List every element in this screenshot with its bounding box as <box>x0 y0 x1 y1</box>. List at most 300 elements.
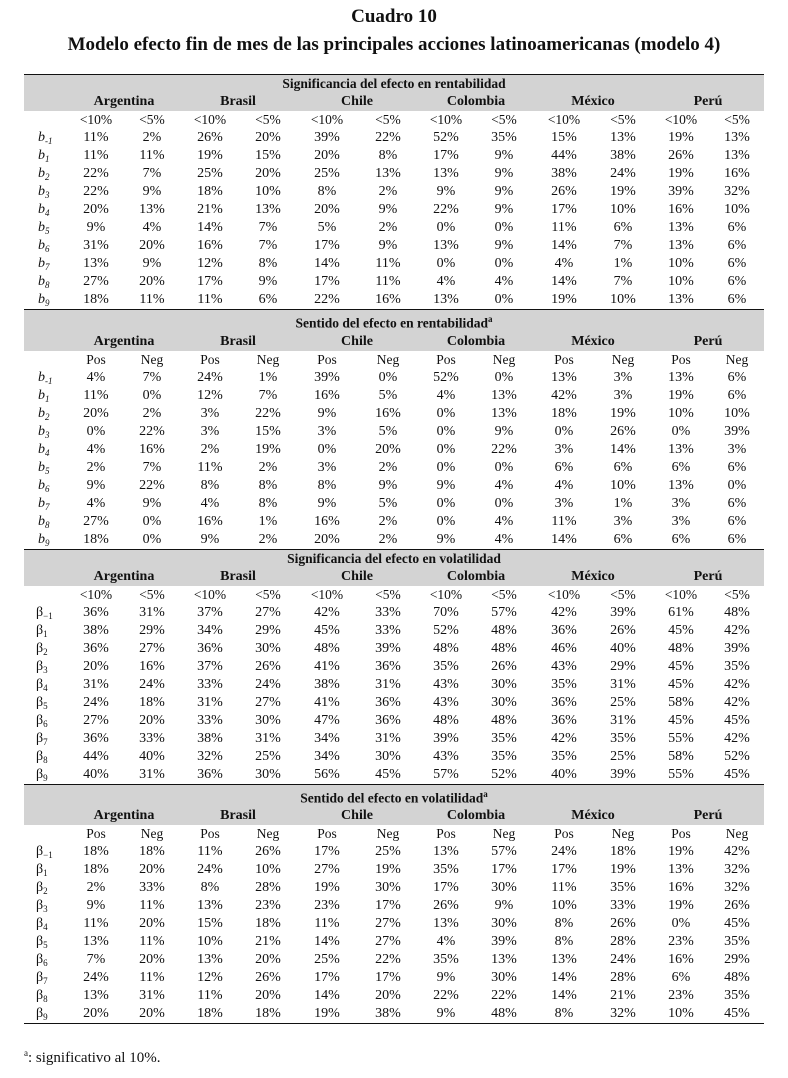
value-cell: 13% <box>668 441 694 457</box>
value-cell: 42% <box>724 622 750 638</box>
value-cell: 0% <box>86 423 106 439</box>
table-row <box>24 658 764 676</box>
value-cell: 14% <box>551 531 577 547</box>
value-cell: 10% <box>668 405 694 421</box>
value-cell: 15% <box>551 130 577 145</box>
value-cell: 33% <box>197 712 223 728</box>
value-cell: 11% <box>139 934 165 949</box>
value-cell: 18% <box>255 916 281 931</box>
value-cell: 40% <box>139 748 165 764</box>
coefficient-label <box>24 748 68 766</box>
value-cell: 22% <box>83 184 109 199</box>
value-cell: 6% <box>554 459 574 475</box>
value-cell: 2% <box>86 459 106 475</box>
value-cell: 8% <box>200 477 220 493</box>
value-cell: 13% <box>83 934 109 949</box>
coefficient-symbol: β <box>36 604 44 620</box>
subheader-cell: Pos <box>554 826 574 841</box>
value-cell: 4% <box>494 477 514 493</box>
value-cell: 12% <box>197 970 223 985</box>
value-cell: 8% <box>258 477 278 493</box>
value-cell: 30% <box>491 970 517 985</box>
value-cell: 25% <box>255 748 281 764</box>
value-cell: 10% <box>610 292 636 307</box>
coefficient-label <box>24 459 68 477</box>
corner-cell <box>24 333 68 351</box>
value-cell: 0% <box>436 459 456 475</box>
corner-cell <box>24 93 68 111</box>
value-cell: 4% <box>86 441 106 457</box>
value-cell: 48% <box>433 712 459 728</box>
value-cell: 19% <box>668 898 694 913</box>
coefficient-symbol: β <box>36 766 44 782</box>
table-row <box>24 255 764 273</box>
value-cell: 21% <box>255 934 281 949</box>
country-header: Brasil <box>180 807 296 825</box>
coefficient-label <box>24 387 68 405</box>
value-cell: 26% <box>197 130 223 145</box>
value-cell: 45% <box>724 766 750 782</box>
value-cell: 13% <box>668 369 694 385</box>
value-cell: 10% <box>652 1005 710 1024</box>
value-cell: 11% <box>375 274 401 289</box>
value-cell: 22% <box>139 423 165 439</box>
coefficient-symbol: β <box>36 934 44 949</box>
value-cell: 4% <box>494 513 514 529</box>
value-cell: 39% <box>491 934 517 949</box>
value-cell: 9% <box>86 898 106 913</box>
footnote <box>24 1048 160 1067</box>
value-cell: 43% <box>433 694 459 710</box>
value-cell: 32% <box>724 880 750 895</box>
value-cell: 7% <box>258 220 278 235</box>
value-cell: 24% <box>83 970 109 985</box>
coefficient-symbol: β <box>36 640 44 656</box>
table-row <box>24 879 764 897</box>
value-cell: 0% <box>494 256 514 271</box>
value-cell: 13% <box>551 952 577 967</box>
value-cell: 27% <box>375 934 401 949</box>
coefficient-label <box>24 933 68 951</box>
coefficient-symbol: b <box>38 531 45 547</box>
value-cell: 70% <box>433 604 459 620</box>
value-cell: 36% <box>197 766 223 782</box>
value-cell: 25% <box>314 952 340 967</box>
value-cell: 39% <box>668 184 694 199</box>
value-cell: 32% <box>724 862 750 877</box>
country-header: Argentina <box>68 93 180 111</box>
value-cell: 27% <box>83 274 109 289</box>
value-cell: 38% <box>610 148 636 163</box>
value-cell: 18% <box>240 1005 296 1024</box>
value-cell: 28% <box>610 970 636 985</box>
subheader-cell: <10% <box>310 112 344 127</box>
value-cell: 48% <box>491 712 517 728</box>
value-cell: 0% <box>142 387 162 403</box>
value-cell: 39% <box>724 640 750 656</box>
coefficient-label <box>24 477 68 495</box>
subheader-cell: Pos <box>200 826 220 841</box>
value-cell: 3% <box>200 405 220 421</box>
coefficient-index: 4 <box>43 682 48 693</box>
value-cell: 18% <box>83 844 109 859</box>
subheader-cell: Pos <box>86 351 106 367</box>
value-cell: 0% <box>671 916 691 931</box>
value-cell: 26% <box>433 898 459 913</box>
country-header: Colombia <box>418 807 534 825</box>
subheader-cell: <5% <box>255 586 281 602</box>
value-cell: 31% <box>375 676 401 692</box>
value-cell: 27% <box>83 513 109 529</box>
value-cell: 6% <box>671 970 691 985</box>
value-cell: 11% <box>139 970 165 985</box>
value-cell: 24% <box>551 844 577 859</box>
value-cell: 3% <box>554 441 574 457</box>
value-cell: 30% <box>491 676 517 692</box>
subheader-cell: Pos <box>86 826 106 841</box>
corner-cell <box>24 351 68 369</box>
value-cell: 10% <box>668 274 694 289</box>
subheader-cell: Pos <box>317 351 337 367</box>
coefficient-label <box>24 604 68 622</box>
value-cell: 20% <box>139 916 165 931</box>
value-cell: 7% <box>142 369 162 385</box>
value-cell: 6% <box>727 387 747 403</box>
value-cell: 14% <box>610 441 636 457</box>
table-title: Modelo efecto fin de mes de las principales acciones latinoamericanas (modelo 4) <box>67 34 721 55</box>
value-cell: 17% <box>491 862 517 877</box>
value-cell: 18% <box>139 844 165 859</box>
coefficient-label <box>24 879 68 897</box>
value-cell: 6% <box>727 531 747 547</box>
section-title <box>24 310 764 333</box>
subheader-cell: <10% <box>193 112 227 127</box>
value-cell: 7% <box>613 274 633 289</box>
value-cell: 26% <box>551 184 577 199</box>
value-cell: 18% <box>139 694 165 710</box>
section-title-text: Sentido del efecto en volatilidad <box>300 790 484 805</box>
value-cell: 11% <box>314 916 340 931</box>
value-cell: 4% <box>142 220 162 235</box>
value-cell: 2% <box>378 220 398 235</box>
value-cell: 17% <box>551 862 577 877</box>
value-cell: 15% <box>197 916 223 931</box>
value-cell: 6% <box>727 292 747 307</box>
value-cell: 25% <box>610 694 636 710</box>
value-cell: 43% <box>433 676 459 692</box>
value-cell: 13% <box>83 256 109 271</box>
value-cell: 17% <box>314 274 340 289</box>
value-cell: 31% <box>610 712 636 728</box>
value-cell: 8% <box>554 916 574 931</box>
table-row <box>24 676 764 694</box>
value-cell: 16% <box>139 441 165 457</box>
value-cell: 34% <box>197 622 223 638</box>
value-cell: 6% <box>727 238 747 253</box>
value-cell: 3% <box>554 495 574 511</box>
value-cell: 3% <box>200 423 220 439</box>
table-row <box>24 915 764 933</box>
table-row <box>24 183 764 201</box>
table-row <box>24 219 764 237</box>
value-cell: 23% <box>255 898 281 913</box>
value-cell: 35% <box>551 676 577 692</box>
country-header: Chile <box>296 333 418 351</box>
value-cell: 19% <box>197 148 223 163</box>
value-cell: 13% <box>433 844 459 859</box>
subheader-cell: <5% <box>724 586 750 602</box>
value-cell: 42% <box>724 844 750 859</box>
value-cell: 13% <box>668 238 694 253</box>
coefficient-label <box>24 147 68 165</box>
value-cell: 39% <box>610 766 636 782</box>
value-cell: 35% <box>433 952 459 967</box>
coefficient-index: 8 <box>45 519 50 530</box>
value-cell: 61% <box>668 604 694 620</box>
value-cell: 19% <box>255 441 281 457</box>
value-cell: 20% <box>139 238 165 253</box>
section-header <box>24 75 764 94</box>
value-cell: 3% <box>613 387 633 403</box>
subheader-cell: <10% <box>547 586 581 602</box>
table-row <box>24 387 764 405</box>
value-cell: 13% <box>668 220 694 235</box>
value-cell: 57% <box>433 766 459 782</box>
table-row <box>24 694 764 712</box>
value-cell: 29% <box>724 952 750 967</box>
value-cell: 8% <box>258 256 278 271</box>
coefficient-index: 5 <box>45 465 50 476</box>
value-cell: 33% <box>139 880 165 895</box>
value-cell: 9% <box>378 477 398 493</box>
value-cell: 2% <box>86 880 106 895</box>
table-row <box>24 495 764 513</box>
country-header-row <box>24 568 764 586</box>
value-cell: 3% <box>613 513 633 529</box>
value-cell: 11% <box>83 148 109 163</box>
section-title-note: a <box>488 314 493 324</box>
value-cell: 31% <box>139 604 165 620</box>
value-cell: 6% <box>727 220 747 235</box>
table-row <box>24 129 764 147</box>
value-cell: 19% <box>668 166 694 181</box>
coefficient-symbol: β <box>36 898 44 913</box>
value-cell: 44% <box>551 148 577 163</box>
coefficient-index: 6 <box>45 244 50 254</box>
value-cell: 31% <box>255 730 281 746</box>
value-cell: 35% <box>551 748 577 764</box>
value-cell: 38% <box>551 166 577 181</box>
coefficient-label <box>24 129 68 147</box>
value-cell: 5% <box>317 220 337 235</box>
subheader-cell: Neg <box>725 351 749 367</box>
value-cell: 26% <box>724 898 750 913</box>
value-cell: 45% <box>710 1005 764 1024</box>
value-cell: 31% <box>83 238 109 253</box>
value-cell: 22% <box>375 130 401 145</box>
table-row <box>24 405 764 423</box>
value-cell: 26% <box>610 423 636 439</box>
section-title-text: Sentido del efecto en rentabilidad <box>295 315 489 331</box>
value-cell: 14% <box>314 256 340 271</box>
table-row <box>24 291 764 310</box>
value-cell: 52% <box>433 369 459 385</box>
value-cell: 0% <box>727 477 747 493</box>
coefficient-index: 4 <box>45 208 50 218</box>
table-row <box>24 604 764 622</box>
coefficient-symbol: b <box>38 166 45 181</box>
table-row <box>24 459 764 477</box>
value-cell: 22% <box>491 988 517 1003</box>
value-cell: 0% <box>436 513 456 529</box>
value-cell: 0% <box>671 423 691 439</box>
value-cell: 22% <box>491 441 517 457</box>
value-cell: 9% <box>436 477 456 493</box>
country-header: Colombia <box>418 93 534 111</box>
value-cell: 13% <box>491 405 517 421</box>
coefficient-index: 7 <box>43 976 48 986</box>
value-cell: 13% <box>433 238 459 253</box>
value-cell: 11% <box>551 220 577 235</box>
coefficient-index: 1 <box>43 628 48 639</box>
value-cell: 45% <box>668 712 694 728</box>
value-cell: 11% <box>139 148 165 163</box>
value-cell: 8% <box>200 880 220 895</box>
value-cell: 31% <box>139 766 165 782</box>
coefficient-label <box>24 712 68 730</box>
value-cell: 11% <box>139 898 165 913</box>
value-cell: 31% <box>197 694 223 710</box>
value-cell: 20% <box>255 988 281 1003</box>
value-cell: 0% <box>436 256 456 271</box>
value-cell: 4% <box>494 531 514 547</box>
value-cell: 25% <box>610 748 636 764</box>
subheader-cell: Neg <box>492 826 516 841</box>
value-cell: 34% <box>314 730 340 746</box>
table-row <box>24 477 764 495</box>
value-cell: 0% <box>317 441 337 457</box>
value-cell: 33% <box>610 898 636 913</box>
coefficient-index: 3 <box>45 429 50 440</box>
value-cell: 16% <box>375 292 401 307</box>
value-cell: 45% <box>668 676 694 692</box>
coefficient-label <box>24 513 68 531</box>
value-cell: 39% <box>314 369 340 385</box>
value-cell: 9% <box>378 202 398 217</box>
value-cell: 9% <box>142 184 162 199</box>
value-cell: 12% <box>197 387 223 403</box>
coefficient-symbol: β <box>36 916 44 931</box>
value-cell: 8% <box>534 1005 594 1024</box>
subheader-cell: <5% <box>139 112 165 127</box>
value-cell: 40% <box>610 640 636 656</box>
value-cell: 10% <box>255 184 281 199</box>
coefficient-symbol: b <box>38 274 45 289</box>
section-header <box>24 310 764 333</box>
section-title-note: a <box>483 788 488 799</box>
value-cell: 0% <box>554 423 574 439</box>
coefficient-symbol: β <box>36 952 44 967</box>
value-cell: 20% <box>375 988 401 1003</box>
country-header-row <box>24 807 764 825</box>
subheader-cell: <10% <box>310 586 344 602</box>
value-cell: 22% <box>83 166 109 181</box>
value-cell: 45% <box>724 916 750 931</box>
value-cell: 30% <box>255 640 281 656</box>
value-cell: 30% <box>491 880 517 895</box>
corner-cell <box>24 825 68 843</box>
value-cell: 20% <box>314 202 340 217</box>
country-header: Brasil <box>180 93 296 111</box>
value-cell: 9% <box>317 405 337 421</box>
value-cell: 11% <box>551 880 577 895</box>
value-cell: 13% <box>668 862 694 877</box>
value-cell: 48% <box>474 1005 534 1024</box>
subheader-cell: Pos <box>554 351 574 367</box>
value-cell: 22% <box>433 988 459 1003</box>
country-header: Brasil <box>180 333 296 351</box>
country-header-row <box>24 93 764 111</box>
value-cell: 28% <box>255 880 281 895</box>
value-cell: 16% <box>724 166 750 181</box>
value-cell: 48% <box>314 640 340 656</box>
value-cell: 58% <box>668 694 694 710</box>
coefficient-symbol: b <box>38 256 45 271</box>
value-cell: 48% <box>724 604 750 620</box>
country-header: Perú <box>652 807 764 825</box>
value-cell: 10% <box>610 202 636 217</box>
country-header: Chile <box>296 807 418 825</box>
value-cell: 2% <box>200 441 220 457</box>
coefficient-symbol: b <box>38 202 45 217</box>
subheader-cell: Pos <box>436 351 456 367</box>
value-cell: 11% <box>375 256 401 271</box>
value-cell: 17% <box>551 202 577 217</box>
coefficient-label <box>24 951 68 969</box>
value-cell: 35% <box>491 748 517 764</box>
value-cell: 33% <box>375 622 401 638</box>
coefficient-label <box>24 441 68 459</box>
value-cell: 8% <box>378 148 398 163</box>
subheader-cell: Pos <box>671 826 691 841</box>
value-cell: 56% <box>314 766 340 782</box>
value-cell: 2% <box>258 531 278 547</box>
subheader-cell: Neg <box>611 351 635 367</box>
value-cell: 25% <box>314 166 340 181</box>
value-cell: 31% <box>610 676 636 692</box>
value-cell: 40% <box>83 766 109 782</box>
value-cell: 9% <box>436 531 456 547</box>
value-cell: 39% <box>724 423 750 439</box>
value-cell: 19% <box>375 862 401 877</box>
value-cell: 14% <box>551 970 577 985</box>
table-row <box>24 165 764 183</box>
value-cell: 18% <box>197 184 223 199</box>
coefficient-index: 1 <box>45 154 50 164</box>
value-cell: 9% <box>494 184 514 199</box>
coefficient-index: 5 <box>43 940 48 950</box>
corner-cell <box>24 586 68 604</box>
value-cell: 3% <box>317 459 337 475</box>
value-cell: 10% <box>551 898 577 913</box>
subheader-cell: <5% <box>139 586 165 602</box>
value-cell: 45% <box>314 622 340 638</box>
value-cell: 17% <box>314 844 340 859</box>
section-title-text: Significancia del efecto en volatilidad <box>287 550 501 566</box>
subheader-cell: <10% <box>547 112 581 127</box>
value-cell: 36% <box>551 694 577 710</box>
coefficient-index: 4 <box>45 447 50 458</box>
